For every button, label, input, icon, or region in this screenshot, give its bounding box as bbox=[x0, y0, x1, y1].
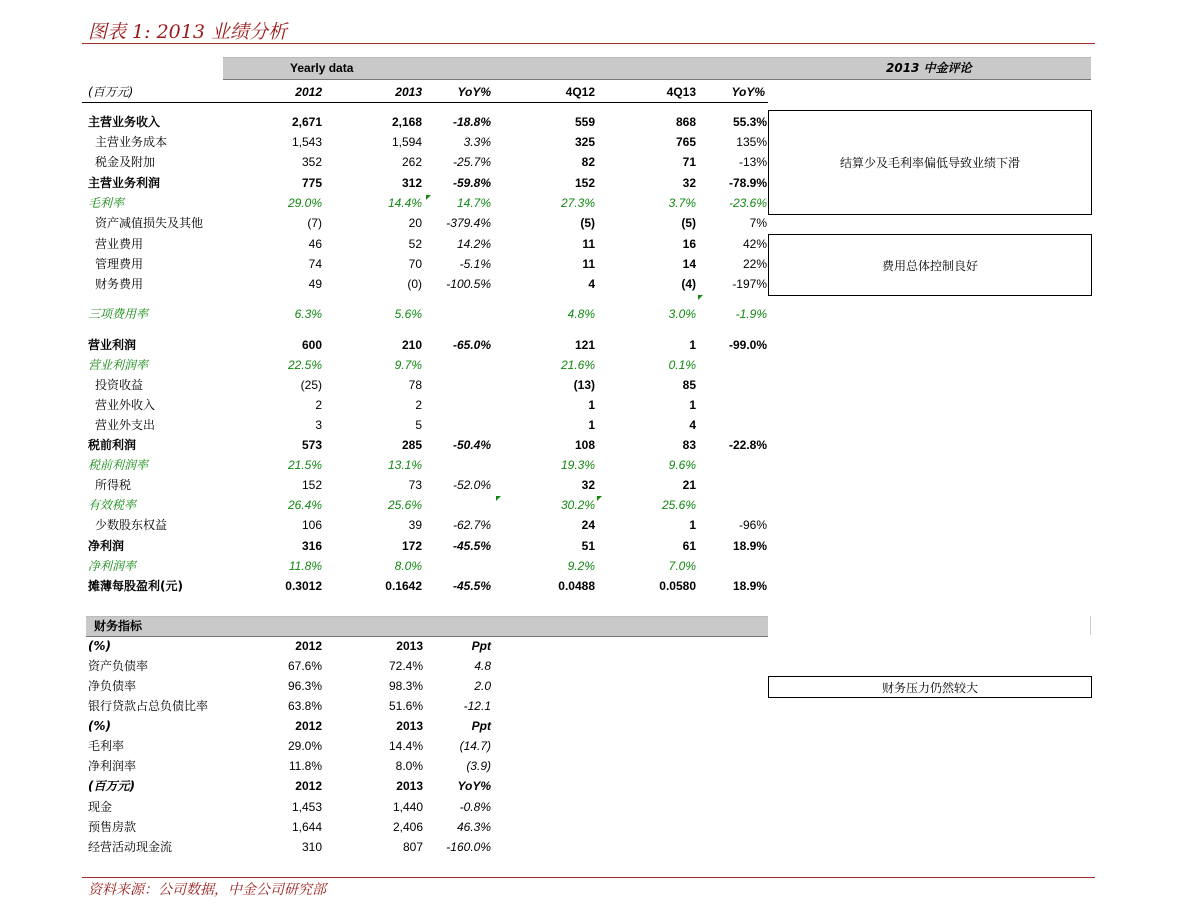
fin-row-label: (百万元) bbox=[88, 779, 135, 793]
row-label: 管理费用 bbox=[95, 257, 144, 271]
row-label: 营业利润率 bbox=[88, 358, 149, 372]
fin-table-cell: 2013 bbox=[396, 639, 423, 653]
fin-table-cell: YoY% bbox=[457, 779, 491, 793]
row-label: 净利润率 bbox=[88, 559, 137, 573]
table-cell: -18.8% bbox=[452, 115, 491, 129]
table-cell: 22% bbox=[742, 257, 767, 271]
row-label: 主营业务成本 bbox=[95, 135, 168, 149]
fin-table-cell: 96.3% bbox=[287, 679, 322, 693]
table-cell: 352 bbox=[301, 155, 322, 169]
fin-row-label: 毛利率 bbox=[88, 739, 125, 753]
page-title: 图表 1: 2013 业绩分析 bbox=[88, 21, 287, 43]
fin-table-cell: 8.0% bbox=[395, 759, 423, 773]
comment-header: 2013 中金评论 bbox=[886, 61, 972, 75]
table-cell: -52.0% bbox=[452, 478, 491, 492]
table-cell: 74 bbox=[308, 257, 322, 271]
table-cell: 24 bbox=[581, 518, 595, 532]
table-cell: 0.3012 bbox=[285, 579, 322, 593]
table-cell: 21 bbox=[682, 478, 696, 492]
comment-box-finance: 财务压力仍然较大 bbox=[768, 676, 1092, 698]
yearly-data-header: Yearly data bbox=[290, 61, 354, 75]
table-cell: 55.3% bbox=[732, 115, 767, 129]
fin-header-tick bbox=[1090, 616, 1091, 635]
table-cell: 18.9% bbox=[732, 579, 767, 593]
table-cell: 312 bbox=[401, 176, 422, 190]
table-cell: -22.8% bbox=[728, 438, 767, 452]
table-cell: -23.6% bbox=[728, 196, 767, 210]
table-cell: 135% bbox=[736, 135, 767, 149]
table-cell: 3.3% bbox=[463, 135, 491, 149]
table-cell: 11.8% bbox=[288, 559, 322, 573]
comment-box-expense: 费用总体控制良好 bbox=[768, 234, 1092, 296]
row-label: 税前利润率 bbox=[88, 458, 149, 472]
fin-header-bar bbox=[86, 616, 768, 637]
table-cell: 1,594 bbox=[391, 135, 422, 149]
table-cell: 152 bbox=[301, 478, 322, 492]
table-cell: 1 bbox=[588, 418, 595, 432]
table-cell: 9.7% bbox=[394, 358, 422, 372]
fin-table-cell: 2012 bbox=[295, 719, 322, 733]
col-qyoy: YoY% bbox=[731, 85, 765, 99]
table-cell: (25) bbox=[300, 378, 322, 392]
table-cell: 106 bbox=[301, 518, 322, 532]
source-note: 资料来源：公司数据，中金公司研究部 bbox=[88, 882, 326, 898]
fin-header: 财务指标 bbox=[94, 619, 143, 633]
row-label: 所得税 bbox=[95, 478, 132, 492]
table-cell: 868 bbox=[675, 115, 696, 129]
row-label: 净利润 bbox=[88, 539, 125, 553]
table-cell: 285 bbox=[401, 438, 422, 452]
table-cell: 210 bbox=[401, 338, 422, 352]
table-cell: 85 bbox=[682, 378, 696, 392]
col-2013: 2013 bbox=[395, 85, 422, 99]
fin-table-cell: -0.8% bbox=[459, 800, 491, 814]
table-cell: 600 bbox=[301, 338, 322, 352]
table-cell: 61 bbox=[682, 539, 696, 553]
fin-table-cell: 1,440 bbox=[392, 800, 423, 814]
table-cell: 27.3% bbox=[560, 196, 595, 210]
row-label: 摊薄每股盈利(元) bbox=[88, 579, 183, 593]
table-cell: -25.7% bbox=[452, 155, 491, 169]
table-cell: 5 bbox=[415, 418, 422, 432]
table-cell: 73 bbox=[408, 478, 422, 492]
table-cell: 7.0% bbox=[668, 559, 696, 573]
table-cell: (7) bbox=[307, 216, 322, 230]
comment-marker bbox=[496, 496, 501, 501]
table-cell: 18.9% bbox=[732, 539, 767, 553]
table-cell: 1,543 bbox=[291, 135, 322, 149]
fin-table-cell: 46.3% bbox=[456, 820, 491, 834]
fin-table-cell: 2013 bbox=[396, 779, 423, 793]
fin-row-label: 经营活动现金流 bbox=[88, 840, 173, 854]
table-cell: 14.4% bbox=[387, 196, 422, 210]
fin-table-cell: 98.3% bbox=[388, 679, 423, 693]
table-cell: 32 bbox=[581, 478, 595, 492]
unit-label: (百万元) bbox=[88, 85, 134, 99]
row-label: 三项费用率 bbox=[88, 307, 149, 321]
table-cell: 32 bbox=[682, 176, 696, 190]
fin-table-cell: 72.4% bbox=[388, 659, 423, 673]
fin-table-cell: 2012 bbox=[295, 639, 322, 653]
table-cell: -379.4% bbox=[446, 216, 491, 230]
table-cell: 14 bbox=[682, 257, 696, 271]
table-cell: 39 bbox=[408, 518, 422, 532]
table-cell: 765 bbox=[675, 135, 696, 149]
table-cell: 6.3% bbox=[294, 307, 322, 321]
fin-table-cell: Ppt bbox=[471, 639, 491, 653]
table-cell: 51 bbox=[581, 539, 595, 553]
fin-table-cell: 2,406 bbox=[392, 820, 423, 834]
table-cell: 21.5% bbox=[287, 458, 322, 472]
comment-box-revenue: 结算少及毛利率偏低导致业绩下滑 bbox=[768, 110, 1092, 215]
table-cell: 9.6% bbox=[668, 458, 696, 472]
fin-table-cell: 4.8 bbox=[474, 659, 491, 673]
table-cell: -5.1% bbox=[459, 257, 491, 271]
table-cell: 19.3% bbox=[560, 458, 595, 472]
table-cell: 16 bbox=[682, 237, 696, 251]
table-cell: -45.5% bbox=[452, 539, 491, 553]
fin-table-cell: 2012 bbox=[295, 779, 322, 793]
row-label: 主营业务利润 bbox=[88, 176, 161, 190]
table-cell: -99.0% bbox=[728, 338, 767, 352]
fin-table-cell: 29.0% bbox=[287, 739, 322, 753]
fin-row-label: 现金 bbox=[88, 800, 113, 814]
table-cell: -65.0% bbox=[452, 338, 491, 352]
table-cell: 30.2% bbox=[560, 498, 595, 512]
table-cell: 83 bbox=[682, 438, 696, 452]
row-label: 营业外收入 bbox=[95, 398, 156, 412]
table-cell: 5.6% bbox=[394, 307, 422, 321]
table-cell: (4) bbox=[681, 277, 696, 291]
table-cell: 1 bbox=[588, 398, 595, 412]
source-rule bbox=[82, 877, 1095, 878]
table-cell: 108 bbox=[574, 438, 595, 452]
row-label: 营业利润 bbox=[88, 338, 137, 352]
fin-table-cell: 2.0 bbox=[474, 679, 491, 693]
table-cell: 262 bbox=[401, 155, 422, 169]
table-cell: 0.0580 bbox=[659, 579, 696, 593]
comment-marker bbox=[698, 295, 703, 300]
comment-marker bbox=[597, 496, 602, 501]
table-cell: 559 bbox=[574, 115, 595, 129]
row-label: 税前利润 bbox=[88, 438, 137, 452]
row-label: 税金及附加 bbox=[95, 155, 156, 169]
fin-table-cell: 51.6% bbox=[388, 699, 423, 713]
table-cell: 20 bbox=[408, 216, 422, 230]
table-cell: 14.2% bbox=[456, 237, 491, 251]
fin-row-label: 银行贷款占总负债比率 bbox=[88, 699, 209, 713]
table-cell: 49 bbox=[308, 277, 322, 291]
row-label: 毛利率 bbox=[88, 196, 125, 210]
table-cell: 152 bbox=[574, 176, 595, 190]
table-cell: 82 bbox=[581, 155, 595, 169]
table-cell: (0) bbox=[407, 277, 422, 291]
fin-table-cell: 1,453 bbox=[291, 800, 322, 814]
table-cell: 4.8% bbox=[567, 307, 595, 321]
fin-table-cell: -160.0% bbox=[446, 840, 491, 854]
table-cell: 52 bbox=[408, 237, 422, 251]
fin-table-cell: 63.8% bbox=[287, 699, 322, 713]
table-cell: 121 bbox=[574, 338, 595, 352]
table-cell: 172 bbox=[401, 539, 422, 553]
table-cell: 775 bbox=[301, 176, 322, 190]
col-yoy: YoY% bbox=[457, 85, 491, 99]
fin-table-cell: 807 bbox=[402, 840, 423, 854]
table-cell: 78 bbox=[408, 378, 422, 392]
fin-table-cell: 14.4% bbox=[388, 739, 423, 753]
row-label: 投资收益 bbox=[95, 378, 144, 392]
table-cell: 4 bbox=[588, 277, 595, 291]
row-label: 有效税率 bbox=[88, 498, 137, 512]
table-cell: -78.9% bbox=[728, 176, 767, 190]
table-cell: -59.8% bbox=[452, 176, 491, 190]
table-cell: (5) bbox=[580, 216, 595, 230]
fin-table-cell: 1,644 bbox=[291, 820, 322, 834]
table-cell: -1.9% bbox=[735, 307, 767, 321]
fin-table-cell: (14.7) bbox=[459, 739, 491, 753]
table-cell: 9.2% bbox=[567, 559, 595, 573]
table-cell: 21.6% bbox=[560, 358, 595, 372]
table-cell: 25.6% bbox=[661, 498, 696, 512]
table-cell: -96% bbox=[738, 518, 767, 532]
table-cell: 13.1% bbox=[387, 458, 422, 472]
table-cell: -45.5% bbox=[452, 579, 491, 593]
table-cell: -197% bbox=[732, 277, 767, 291]
fin-row-label: 预售房款 bbox=[88, 820, 137, 834]
comment-marker bbox=[426, 195, 431, 200]
header-rule bbox=[82, 102, 768, 103]
table-cell: 26.4% bbox=[287, 498, 322, 512]
table-cell: 3.7% bbox=[668, 196, 696, 210]
table-cell: 11 bbox=[582, 237, 595, 251]
fin-row-label: 净利润率 bbox=[88, 759, 137, 773]
table-cell: 0.1% bbox=[668, 358, 696, 372]
table-cell: 1 bbox=[689, 518, 696, 532]
fin-table-cell: 310 bbox=[301, 840, 322, 854]
table-cell: 7% bbox=[749, 216, 767, 230]
row-label: 少数股东权益 bbox=[95, 518, 168, 532]
fin-row-label: (%) bbox=[88, 719, 111, 733]
fin-table-cell: 2013 bbox=[396, 719, 423, 733]
table-cell: -13% bbox=[738, 155, 767, 169]
fin-row-label: (%) bbox=[88, 639, 111, 653]
row-label: 财务费用 bbox=[95, 277, 144, 291]
table-cell: (5) bbox=[681, 216, 696, 230]
table-cell: 22.5% bbox=[287, 358, 322, 372]
row-label: 营业费用 bbox=[95, 237, 144, 251]
fin-row-label: 净负债率 bbox=[88, 679, 137, 693]
table-cell: 2 bbox=[315, 398, 322, 412]
table-cell: 3.0% bbox=[668, 307, 696, 321]
fin-table-cell: -12.1 bbox=[463, 699, 491, 713]
table-cell: 46 bbox=[308, 237, 322, 251]
row-label: 营业外支出 bbox=[95, 418, 156, 432]
table-cell: 0.1642 bbox=[385, 579, 422, 593]
table-cell: 2,671 bbox=[291, 115, 322, 129]
fin-table-cell: 11.8% bbox=[288, 759, 322, 773]
table-cell: 11 bbox=[582, 257, 595, 271]
table-cell: 14.7% bbox=[456, 196, 491, 210]
table-cell: 70 bbox=[408, 257, 422, 271]
table-cell: 1 bbox=[689, 398, 696, 412]
fin-table-cell: 67.6% bbox=[287, 659, 322, 673]
table-cell: 1 bbox=[689, 338, 696, 352]
table-cell: 3 bbox=[315, 418, 322, 432]
fin-table-cell: Ppt bbox=[471, 719, 491, 733]
col-4q13: 4Q13 bbox=[666, 85, 696, 99]
table-cell: (13) bbox=[573, 378, 595, 392]
col-2012: 2012 bbox=[295, 85, 322, 99]
table-cell: 8.0% bbox=[394, 559, 422, 573]
table-cell: -50.4% bbox=[452, 438, 491, 452]
col-4q12: 4Q12 bbox=[565, 85, 595, 99]
table-cell: 2,168 bbox=[391, 115, 422, 129]
table-cell: 573 bbox=[301, 438, 322, 452]
table-cell: 4 bbox=[689, 418, 696, 432]
table-cell: 71 bbox=[682, 155, 696, 169]
table-cell: 2 bbox=[415, 398, 422, 412]
table-cell: 0.0488 bbox=[558, 579, 595, 593]
fin-row-label: 资产负债率 bbox=[88, 659, 149, 673]
table-cell: -100.5% bbox=[446, 277, 491, 291]
table-cell: -62.7% bbox=[452, 518, 491, 532]
table-cell: 316 bbox=[301, 539, 322, 553]
table-cell: 25.6% bbox=[387, 498, 422, 512]
table-cell: 42% bbox=[742, 237, 767, 251]
row-label: 资产减值损失及其他 bbox=[95, 216, 204, 230]
row-label: 主营业务收入 bbox=[88, 115, 161, 129]
fin-table-cell: (3.9) bbox=[466, 759, 491, 773]
table-cell: 29.0% bbox=[287, 196, 322, 210]
title-rule bbox=[82, 43, 1095, 44]
table-cell: 325 bbox=[574, 135, 595, 149]
